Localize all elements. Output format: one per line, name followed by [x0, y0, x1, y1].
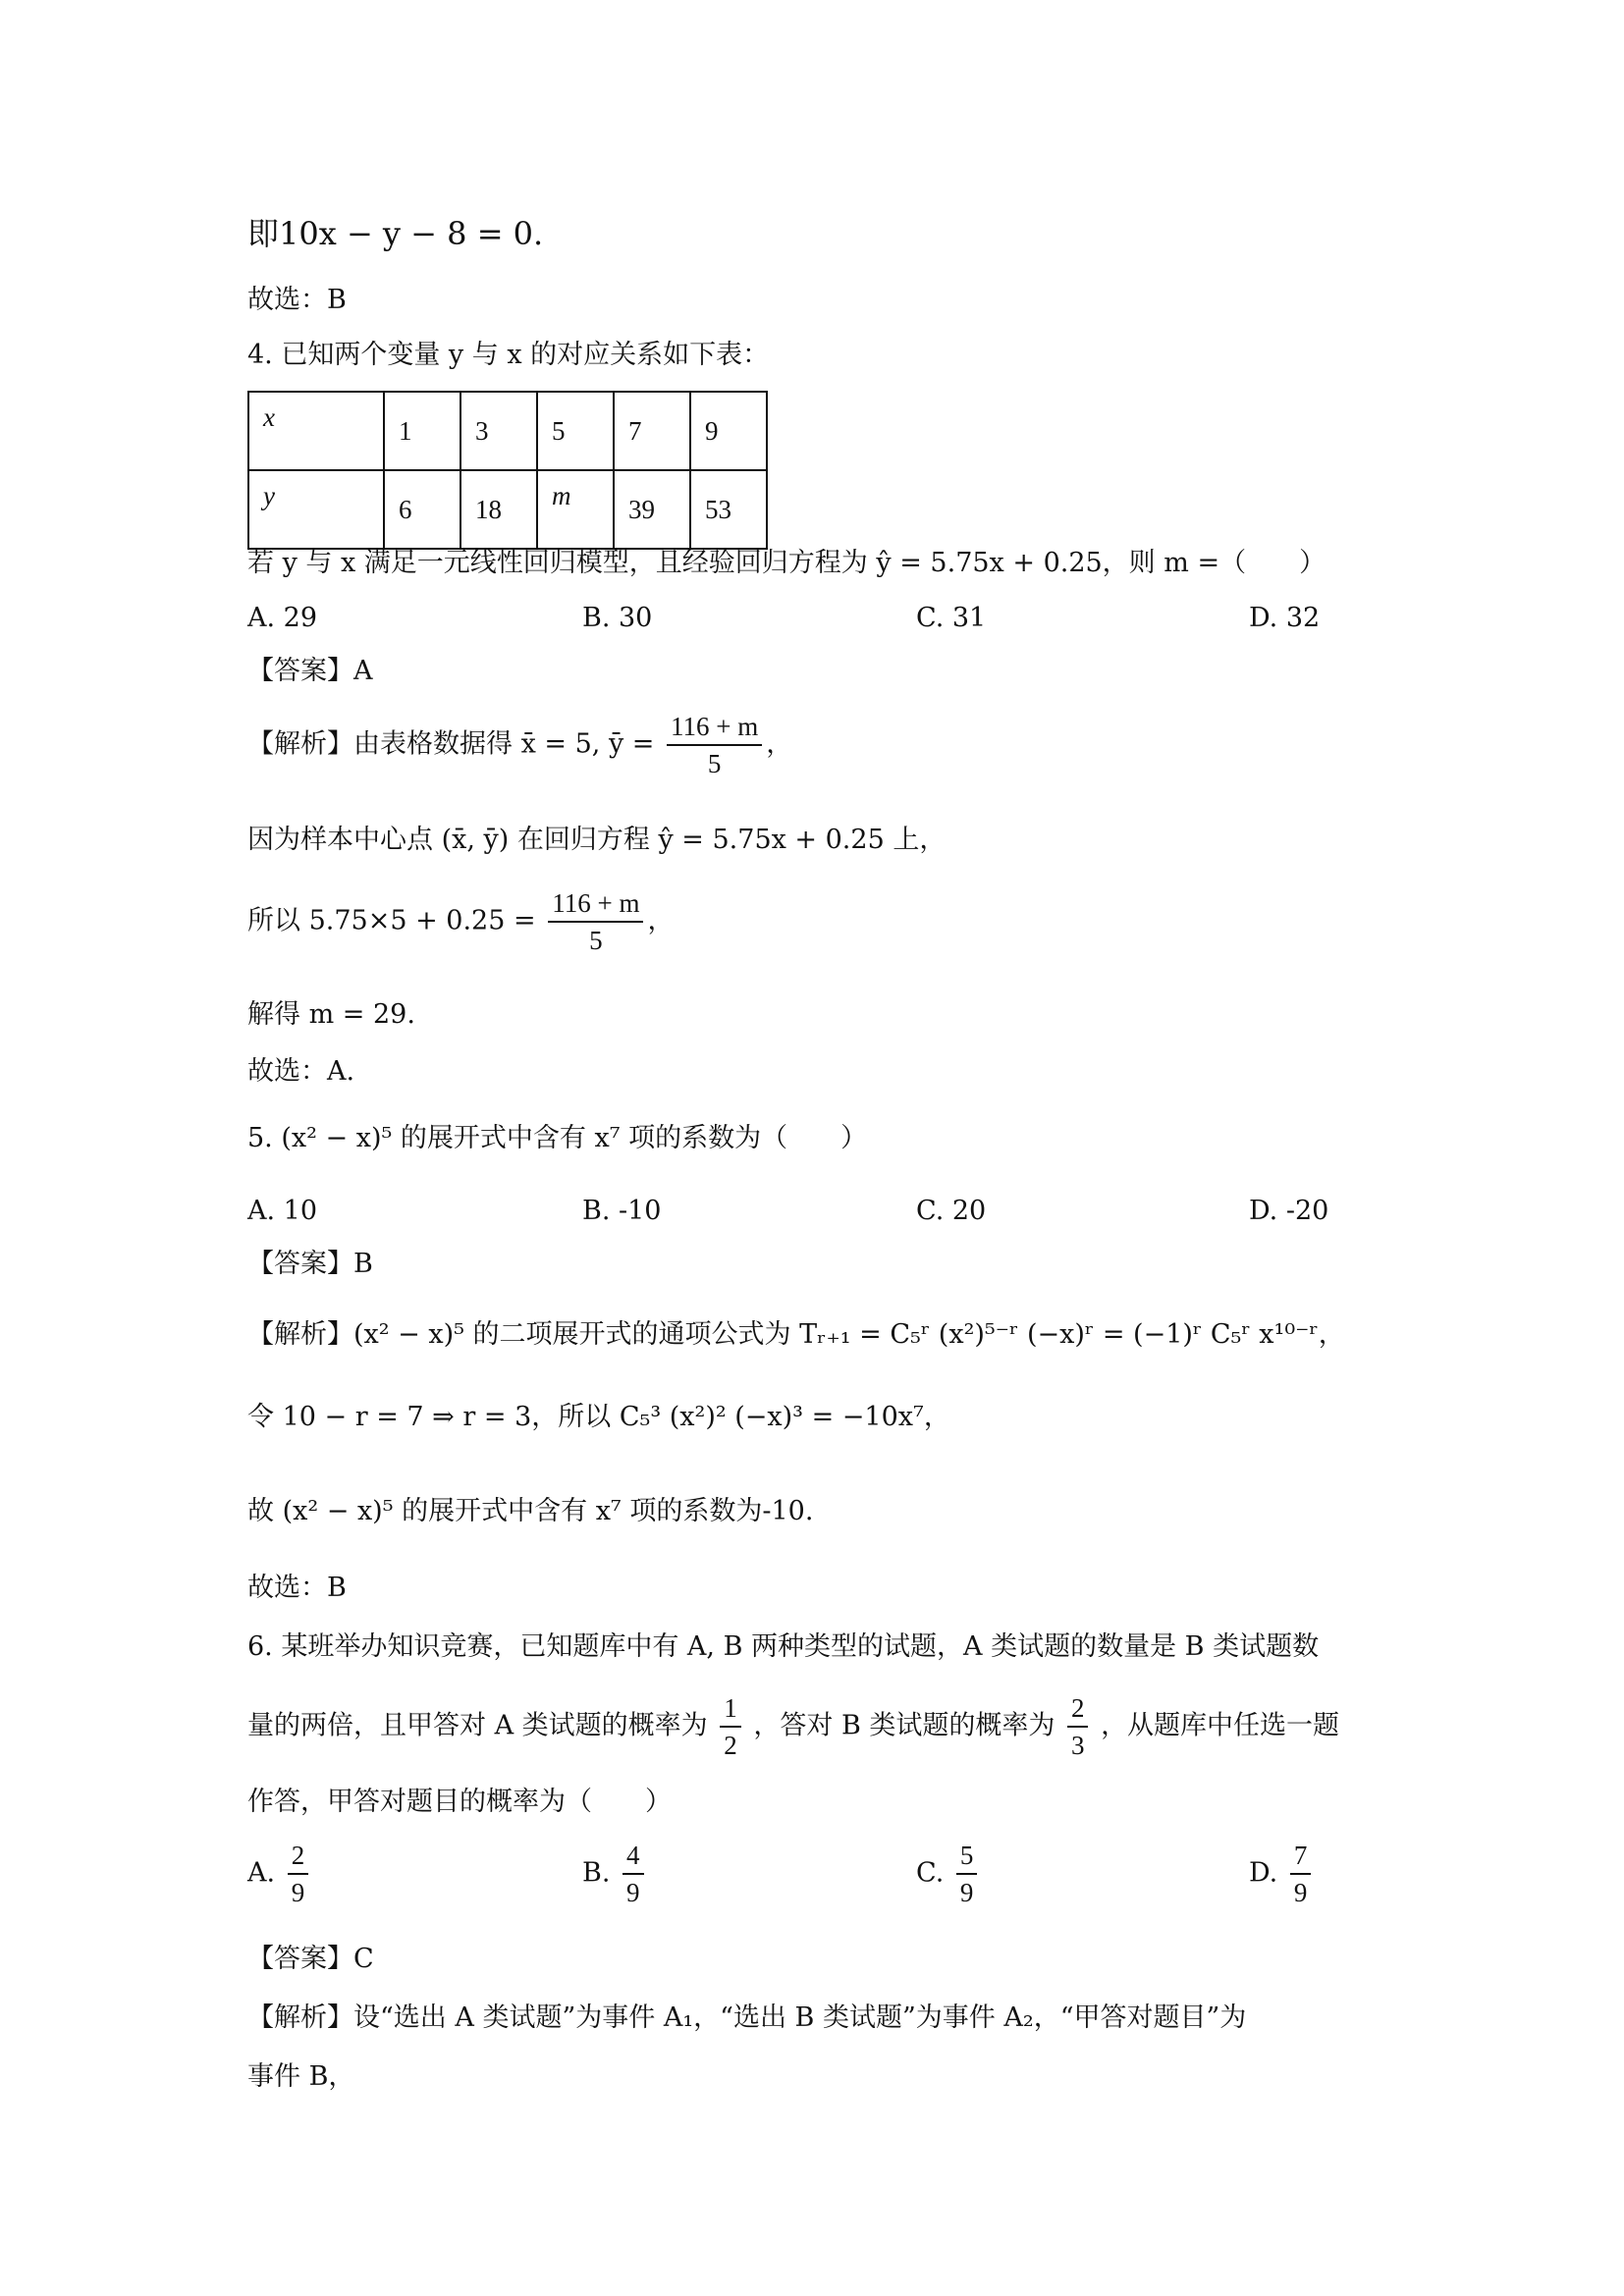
table-cell: 53: [690, 470, 767, 549]
option-d: D. -20: [1249, 1196, 1329, 1226]
table-cell: 3: [460, 392, 537, 470]
option-label: C.: [916, 1857, 945, 1889]
data-table: [247, 391, 768, 550]
table-header-x: x: [248, 392, 384, 470]
fraction: [667, 709, 762, 781]
fraction: [548, 885, 643, 958]
table-cell: 6: [384, 470, 460, 549]
option-b: [582, 1838, 648, 1910]
table-header-y: y: [248, 470, 384, 549]
answer-label: 【答案】C: [247, 1944, 374, 1974]
option-a: A. 10: [247, 1196, 318, 1226]
table-cell: 9: [690, 392, 767, 470]
solution-text: 【解析】由表格数据得 x̄ = 5, ȳ =: [247, 728, 655, 760]
table-cell: 18: [460, 470, 537, 549]
solution-line: 【解析】由表格数据得 x̄ = 5, ȳ = $\frac{116 + m}{5}$ ，: [247, 709, 792, 781]
fraction: [956, 1838, 978, 1910]
table-row-y: [248, 470, 767, 549]
fraction-numerator: 2: [1067, 1690, 1089, 1728]
table-cell: 39: [614, 470, 690, 549]
solution-text: 所以 5.75×5 + 0.25 =: [247, 905, 536, 936]
fraction-numerator: 4: [623, 1838, 644, 1875]
fraction-denominator: 5: [707, 749, 722, 778]
fraction-numerator: 7: [1290, 1838, 1312, 1875]
fraction-numerator: 5: [956, 1838, 978, 1875]
choice-line: 故选：A.: [247, 1056, 355, 1087]
fraction-numerator: 2: [288, 1838, 309, 1875]
stem-text: ，从题库中任选一题: [1101, 1710, 1340, 1741]
choice-line: 故选：B: [247, 285, 347, 315]
table-row-x: [248, 392, 767, 470]
question-6-stem: [247, 1690, 1339, 1763]
solution-line: 因为样本中心点 (x̄, ȳ) 在回归方程 ŷ = 5.75x + 0.25 上，: [247, 825, 947, 855]
option-b: B. -10: [582, 1196, 662, 1226]
fraction-denominator: 9: [291, 1878, 305, 1907]
option-c: C. 31: [916, 603, 987, 633]
fraction-numerator: 116 + m: [667, 709, 762, 746]
fraction-denominator: 5: [589, 926, 603, 955]
solution-line: 故 (x² − x)⁵ 的展开式中含有 x⁷ 项的系数为-10.: [247, 1496, 814, 1526]
solution-line: 【解析】(x² − x)⁵ 的二项展开式的通项公式为 Tᵣ₊₁ = C₅ʳ (x²)⁵⁻ʳ (−x)ʳ = (−1)ʳ C₅ʳ x¹⁰⁻ʳ，: [247, 1319, 1345, 1350]
question-4-condition: 若 y 与 x 满足一元线性回归模型，且经验回归方程为 ŷ = 5.75x + 0.25，则 m =（ ）: [247, 548, 1326, 578]
table-cell: 1: [384, 392, 460, 470]
fraction: [623, 1838, 644, 1910]
option-c: C. 20: [916, 1196, 987, 1226]
stem-text: ，答对 B 类试题的概率为: [753, 1710, 1056, 1741]
fraction-numerator: 116 + m: [548, 885, 643, 923]
fraction-denominator: 3: [1070, 1731, 1085, 1760]
answer-label: 【答案】B: [247, 1249, 373, 1279]
option-label: B.: [582, 1857, 611, 1889]
fraction: [720, 1690, 741, 1763]
question-6-stem: 6. 某班举办知识竞赛，已知题库中有 A, B 两种类型的试题，A 类试题的数量是 B 类试题数: [247, 1631, 1320, 1662]
question-5-stem: 5. (x² − x)⁵ 的展开式中含有 x⁷ 项的系数为（ ）: [247, 1123, 868, 1153]
stem-text: 量的两倍，且甲答对 A 类试题的概率为: [247, 1710, 708, 1741]
solution-line: 【解析】设“选出 A 类试题”为事件 A₁，“选出 B 类试题”为事件 A₂，“甲答对题目”为: [247, 2002, 1247, 2033]
solution-line: 令 10 − r = 7 ⇒ r = 3，所以 C₅³ (x²)² (−x)³ = −10x⁷，: [247, 1402, 950, 1432]
fraction-denominator: 9: [959, 1878, 974, 1907]
option-b: B. 30: [582, 603, 653, 633]
option-c: [916, 1838, 981, 1910]
solution-line: 事件 B，: [247, 2061, 355, 2092]
fraction-numerator: 1: [720, 1690, 741, 1728]
solution-line: 解得 m = 29.: [247, 999, 415, 1030]
answer-label: 【答案】A: [247, 656, 373, 686]
table-cell: 5: [537, 392, 614, 470]
question-6-stem: 作答，甲答对题目的概率为（ ）: [247, 1787, 672, 1817]
choice-line: 故选：B: [247, 1573, 347, 1603]
table-cell-unknown: m: [537, 470, 614, 549]
fraction: [1290, 1838, 1312, 1910]
option-a: A. 29: [247, 603, 318, 633]
table-cell: 7: [614, 392, 690, 470]
fraction-denominator: 2: [724, 1731, 737, 1760]
fraction-denominator: 9: [1293, 1878, 1308, 1907]
option-d: [1249, 1838, 1315, 1910]
solution-line: 所以 5.75×5 + 0.25 = $\frac{116 + m}{5}$ ，: [247, 885, 674, 958]
fraction: [288, 1838, 309, 1910]
option-label: A.: [247, 1857, 276, 1889]
option-a: [247, 1838, 312, 1910]
option-label: D.: [1249, 1857, 1278, 1889]
solution-line-equation: 即10x − y − 8 = 0.: [247, 215, 544, 252]
fraction: [1067, 1690, 1089, 1763]
fraction-denominator: 9: [626, 1878, 640, 1907]
question-4-stem: 4. 已知两个变量 y 与 x 的对应关系如下表：: [247, 340, 770, 370]
option-d: D. 32: [1249, 603, 1321, 633]
